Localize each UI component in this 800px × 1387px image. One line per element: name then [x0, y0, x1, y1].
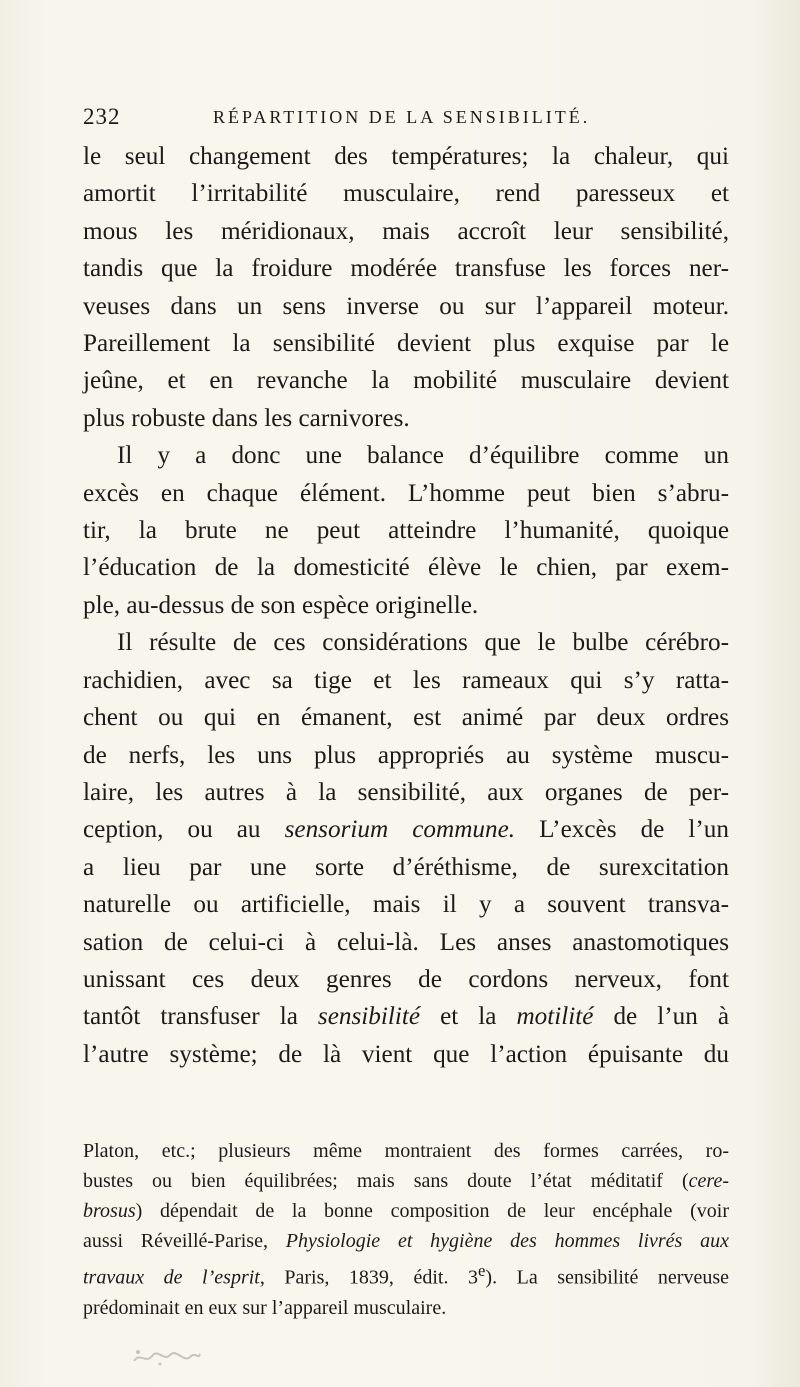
text-line: sation de celui-ci à celui-là. Les anses anastomotiques [83, 928, 729, 956]
text-fragment: L’excès de l’un [515, 816, 729, 844]
text-line: tir, la brute ne peut atteindre l’humanité, quoique [83, 517, 729, 545]
text-fragment: , Paris, 1839, édit. 3 [259, 1266, 479, 1289]
italic-term: motilité [516, 1003, 594, 1031]
superscript: e [478, 1261, 486, 1280]
text-fragment: ). La sensibilité nerveuse [485, 1266, 729, 1289]
text-line [83, 811, 729, 848]
text-line: Pareillement la sensibilité devient plus exquise par le [83, 330, 729, 358]
footnote-line [83, 1196, 729, 1226]
footnote-line [83, 1226, 729, 1256]
text-fragment: bustes ou bien équilibrées; mais sans doute l’état méditatif ( [83, 1170, 689, 1192]
italic-term: sensibilité [317, 1003, 421, 1031]
footnote [83, 1136, 729, 1323]
italic-term: cere- [688, 1170, 729, 1192]
main-text [83, 138, 729, 1073]
footnote-line [83, 1256, 729, 1293]
text-line: veuses dans un sens inverse ou sur l’appareil moteur. [83, 292, 729, 320]
running-head: RÉPARTITION DE LA SENSIBILITÉ. [213, 107, 591, 127]
footnote-line: prédominait en eux sur l’appareil musculaire. [83, 1296, 447, 1319]
text-line: mous les méridionaux, mais accroît leur sensibilité, [83, 217, 729, 245]
book-title: travaux de l’esprit [83, 1266, 260, 1289]
text-fragment: ) dépendait de la bonne composition de leur encéphale (voir [135, 1200, 729, 1222]
text-line: laire, les autres à la sensibilité, aux organes de per- [83, 778, 729, 806]
text-line: Il résulte de ces considérations que le bulbe cérébro- [117, 629, 729, 657]
text-line: rachidien, avec sa tige et les rameaux qui s’y ratta- [83, 666, 729, 694]
text-line: excès en chaque élément. L’homme peut bien s’abru- [83, 479, 729, 507]
text-line: de nerfs, les uns plus appropriés au système muscu- [83, 741, 729, 769]
page-number: 232 [83, 104, 121, 129]
footnote-line [83, 1166, 729, 1196]
text-line: l’éducation de la domesticité élève le chien, par exem- [83, 554, 729, 582]
text-fragment: et la [420, 1003, 517, 1031]
text-line: plus robuste dans les carnivores. [83, 404, 410, 432]
italic-term: sensorium commune. [284, 816, 516, 844]
text-line [83, 998, 729, 1035]
footnote-line: Platon, etc.; plusieurs même montraient des formes carrées, ro- [83, 1140, 729, 1162]
text-fragment: tantôt transfuser la [83, 1003, 318, 1031]
text-line: naturelle ou artificielle, mais il y a souvent transva- [83, 891, 729, 919]
text-line: Il y a donc une balance d’équilibre comme un [117, 442, 729, 470]
text-line: amortit l’irritabilité musculaire, rend paresseux et [83, 180, 729, 208]
text-fragment: aussi Réveillé-Parise, [83, 1230, 286, 1252]
italic-term: brosus [83, 1200, 136, 1222]
text-line: chent ou qui en émanent, est animé par deux ordres [83, 704, 729, 732]
text-line: unissant ces deux genres de cordons nerveux, font [83, 965, 729, 993]
text-fragment: de l’un à [593, 1003, 729, 1031]
text-line: tandis que la froidure modérée transfuse les forces ner- [83, 255, 729, 283]
text-line: l’autre système; de là vient que l’action épuisante du [83, 1040, 729, 1068]
text-line: le seul changement des températures; la chaleur, qui [83, 143, 729, 170]
text-fragment: ception, ou au [83, 816, 285, 844]
text-line: a lieu par une sorte d’éréthisme, de surexcitation [83, 853, 729, 881]
book-title: Physiologie et hygiène des hommes livrés aux [285, 1230, 729, 1252]
library-stamp-mark [130, 1346, 202, 1368]
text-line: ple, au-dessus de son espèce originelle. [83, 591, 479, 619]
text-line: jeûne, et en revanche la mobilité musculaire devient [83, 367, 729, 395]
